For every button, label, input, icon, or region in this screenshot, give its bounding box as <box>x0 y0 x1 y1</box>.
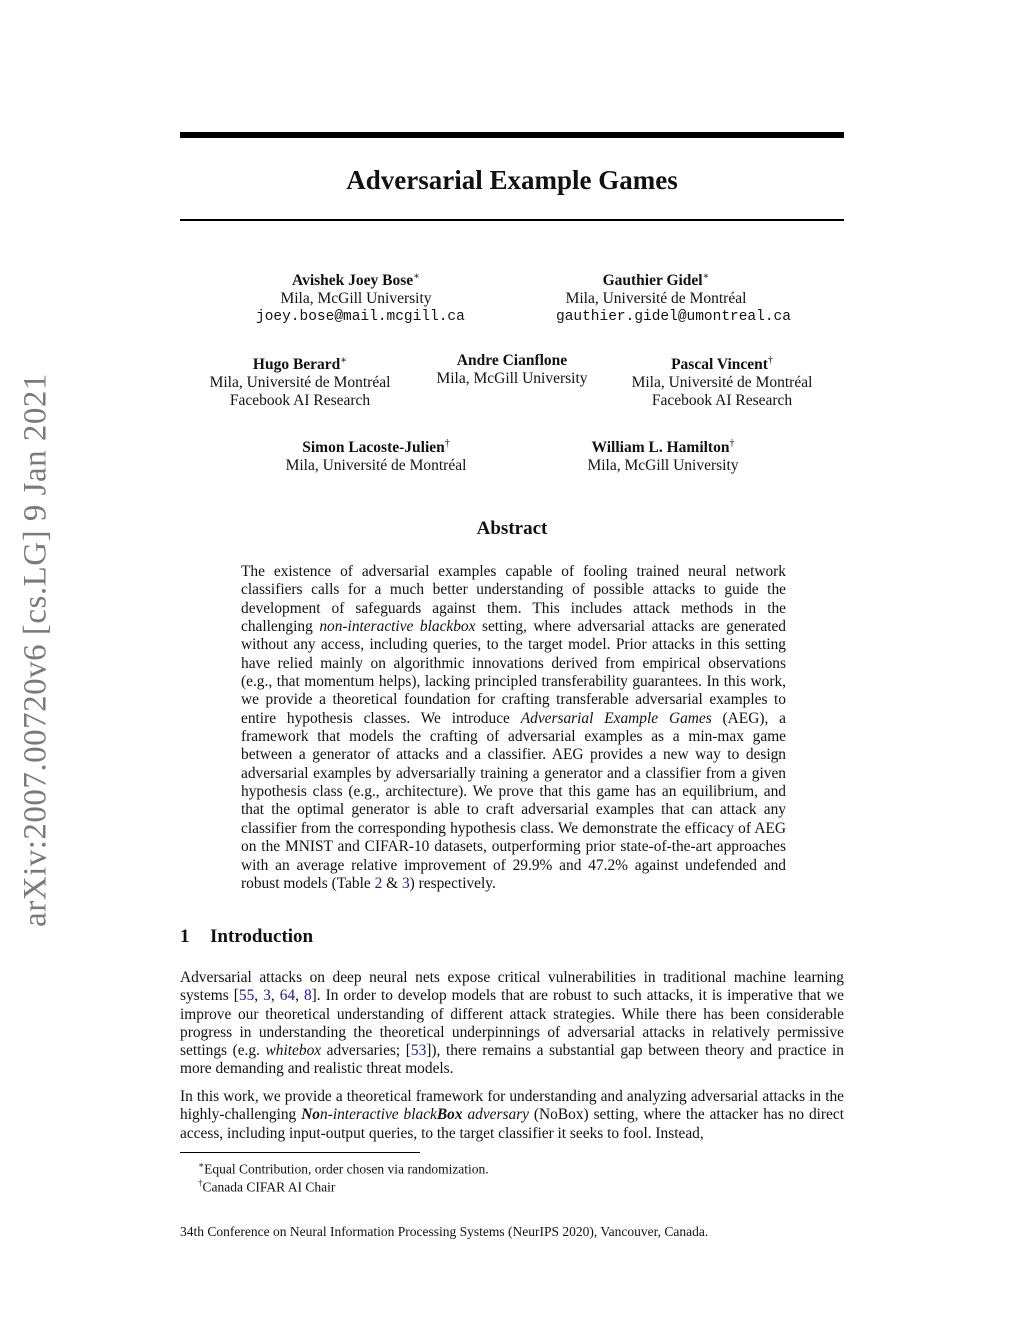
author-name: Avishek Joey Bose <box>292 272 414 290</box>
author-affiliation: Mila, Université de Montréal <box>565 290 747 308</box>
author-block <box>276 435 476 475</box>
emphasis-bold: No <box>301 1106 320 1124</box>
author-affiliation: Mila, Université de Montréal <box>631 374 813 392</box>
author-name: Andre Cianflone <box>456 352 568 369</box>
footnote-mark: † <box>198 1178 203 1188</box>
section-heading <box>180 926 313 948</box>
footnote-rule <box>180 1152 420 1153</box>
author-mark: † <box>767 355 773 366</box>
footnote: †Canada CIFAR AI Chair <box>198 1178 336 1195</box>
emphasis: adversary <box>462 1106 530 1124</box>
author-affiliation: Mila, Université de Montréal <box>209 374 391 392</box>
footnote: ∗Equal Contribution, order chosen via randomization. <box>198 1160 489 1177</box>
emphasis: whitebox <box>265 1042 322 1060</box>
author-affiliation-2: Facebook AI Research <box>229 392 371 410</box>
conference-note: 34th Conference on Neural Information Processing Systems (NeurIPS 2020), Vancouver, Canada. <box>180 1224 709 1239</box>
citation-link[interactable]: 64 <box>279 987 296 1005</box>
section-number: 1 <box>180 926 190 947</box>
author-mark: ∗ <box>340 355 348 366</box>
footnote-mark: ∗ <box>198 1160 205 1170</box>
author-block <box>556 268 791 326</box>
intro-paragraph-2: In this work, we provide a theoretical framework for understanding and analyzing adversarial attacks in the highly-challenging Non-interactive blackBox adversary (NoBox) setting, where the attacker has no direct access, including input-output queries, to the target classifier it seeks to fool. Instead, <box>180 1088 844 1142</box>
intro-paragraph-1: Adversarial attacks on deep neural nets expose critical vulnerabilities in traditional machine learning systems [55, 3, 64, 8]. In order to develop models that are robust to such attacks, it is imperative that we improve our theoretical understanding of different attack strategies. While there has been considerable progress in understanding the theoretical underpinnings of adversarial attacks in relatively permissive settings (e.g. whitebox adversaries; [53]), there remains a substantial gap between theory and practice in more demanding and realistic threat models. <box>180 969 844 1078</box>
emphasis: non-interactive blackbox <box>319 618 476 636</box>
emphasis-bold: Box <box>436 1106 463 1124</box>
author-mark: ∗ <box>702 271 710 282</box>
abstract-heading: Abstract <box>476 518 548 539</box>
author-block <box>200 352 400 410</box>
arxiv-stamp: arXiv:2007.00720v6 [cs.LG] 9 Jan 2021 <box>17 373 54 927</box>
author-block <box>256 268 465 326</box>
author-block <box>563 435 763 475</box>
author-mark: † <box>444 438 450 449</box>
author-affiliation: Mila, McGill University <box>280 290 432 308</box>
citation-link[interactable]: 55 <box>238 987 255 1005</box>
author-mark: ∗ <box>413 271 420 282</box>
author-affiliation-2: Facebook AI Research <box>651 392 793 410</box>
emphasis: Adversarial Example Games <box>520 709 712 727</box>
paper-title: Adversarial Example Games <box>346 165 678 195</box>
author-affiliation: Mila, Université de Montréal <box>285 457 467 475</box>
author-email[interactable]: joey.bose@mail.mcgill.ca <box>256 309 465 326</box>
section-title: Introduction <box>210 926 314 947</box>
table-ref-link[interactable]: 2 <box>374 874 383 892</box>
author-name: Pascal Vincent <box>671 356 768 374</box>
citation-link[interactable]: 3 <box>263 987 271 1005</box>
title-rule-bottom <box>180 219 844 221</box>
author-name: Gauthier Gidel <box>602 272 703 290</box>
author-block <box>412 352 612 388</box>
author-name: Simon Lacoste-Julien <box>302 439 445 457</box>
author-affiliation: Mila, McGill University <box>587 457 739 475</box>
author-email[interactable]: gauthier.gidel@umontreal.ca <box>556 309 791 326</box>
author-name: Hugo Berard <box>252 356 341 374</box>
abstract-body: The existence of adversarial examples capable of fooling trained neural network classifiers calls for a much better understanding of possible attacks to guide the development of safeguards against them. This includes attack methods in the challenging non-interactive blackbox setting, where adversarial attacks are generated without any access, including queries, to the target model. Prior attacks in this setting have relied mainly on algorithmic innovations derived from empirical observations (e.g., that momentum helps), lacking principled transferability guarantees. In this work, we provide a theoretical foundation for crafting transferable adversarial examples to entire hypothesis classes. We introduce Adversarial Example Games (AEG), a framework that models the crafting of adversarial examples as a min-max game between a generator of attacks and a classifier. AEG provides a new way to design adversarial examples by adversarially training a generator and a classifier from a given hypothesis class (e.g., architecture). We prove that this game has an equilibrium, and that the optimal generator is able to craft adversarial examples that can attack any classifier from the corresponding hypothesis class. We demonstrate the efficacy of AEG on the MNIST and CIFAR-10 datasets, outperforming prior state-of-the-art approaches with an average relative improvement of 29.9% and 47.2% against undefended and robust models (Table 2 & 3) respectively. <box>241 563 786 892</box>
author-block <box>622 352 822 410</box>
author-affiliation: Mila, McGill University <box>436 370 588 387</box>
title-rule-top <box>180 132 844 138</box>
emphasis: n-interactive black <box>320 1106 437 1124</box>
citation-link[interactable]: 8 <box>303 987 312 1005</box>
citation-link[interactable]: 53 <box>410 1042 427 1060</box>
author-name: William L. Hamilton <box>591 439 730 457</box>
table-ref-link[interactable]: 3 <box>401 874 410 892</box>
author-mark: † <box>729 438 735 449</box>
